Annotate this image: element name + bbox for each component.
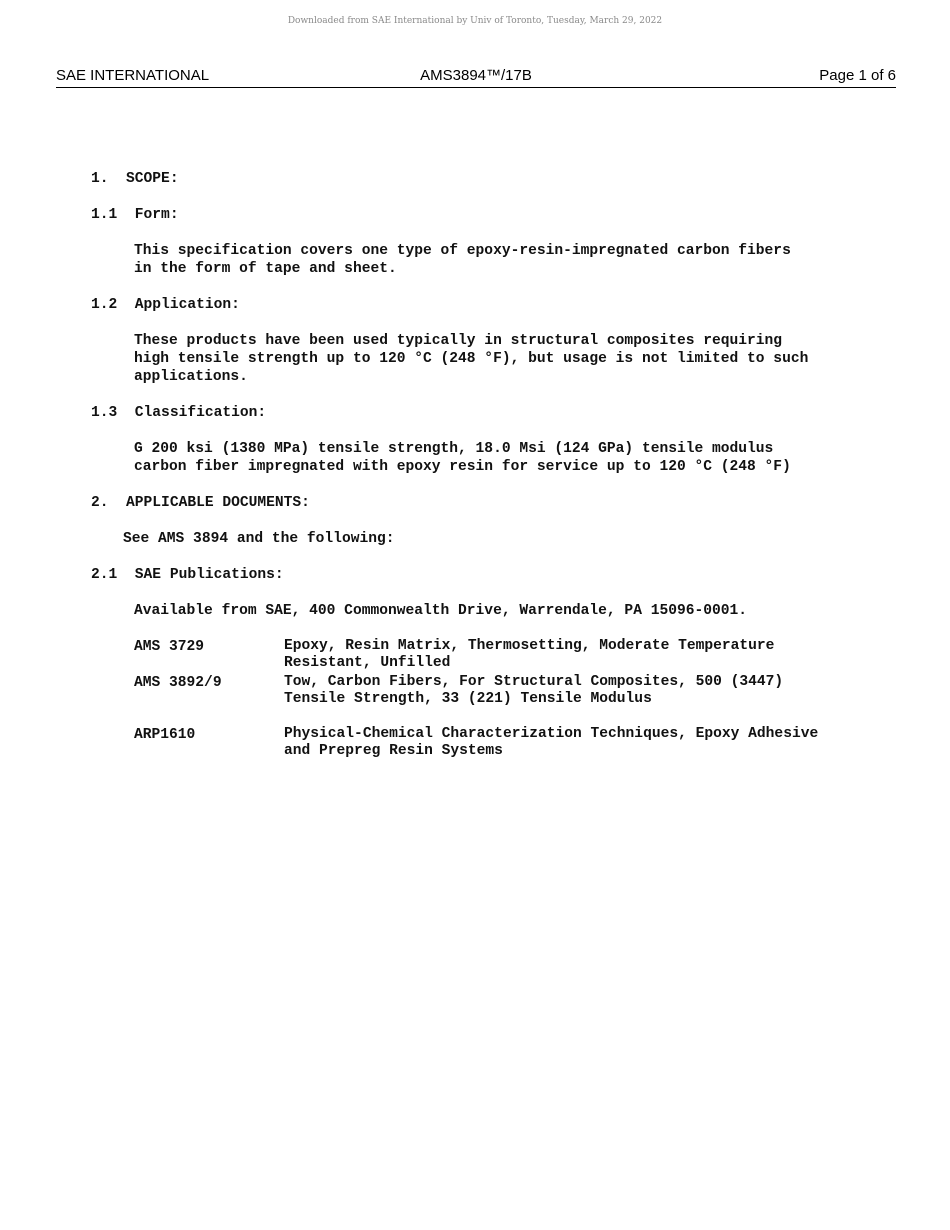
download-note: Downloaded from SAE International by Univ of Toronto, Tuesday, March 29, 2022 (287, 16, 663, 26)
reference-code: AMS 3729 (134, 639, 205, 655)
reference-description: Epoxy, Resin Matrix, Thermosetting, Moderate Temperature Resistant, Unfilled (284, 638, 784, 671)
section-2-1-heading: 2.1 SAE Publications: (91, 567, 284, 583)
section-1-2-heading: 1.2 Application: (91, 297, 240, 313)
reference-entry (91, 726, 851, 760)
section-2-text: See AMS 3894 and the following: (123, 531, 395, 547)
section-1-2-text: These products have been used typically in structural composites requiring (134, 333, 783, 349)
section-1-3-heading: 1.3 Classification: (91, 405, 267, 421)
document-body (91, 170, 851, 760)
reference-entry (91, 674, 851, 708)
reference-description: Physical-Chemical Characterization Techniques, Epoxy Adhesive and Prepreg Resin Systems (284, 726, 827, 759)
section-2-1-text: Available from SAE, 400 Commonwealth Drive, Warrendale, PA 15096-0001. (134, 603, 748, 619)
section-1-3-text: G 200 ksi (1380 MPa) tensile strength, 18.0 Msi (124 GPa) tensile modulus (134, 441, 774, 457)
section-1-1-text: in the form of tape and sheet. (134, 261, 397, 277)
section-1-1-text: This specification covers one type of epoxy-resin-impregnated carbon fibers (134, 243, 791, 259)
reference-code: AMS 3892/9 (134, 675, 222, 691)
section-1-3-text: carbon fiber impregnated with epoxy resin for service up to 120 °C (248 °F) (134, 459, 791, 475)
document-id: AMS3894™/17B (420, 67, 532, 84)
reference-description: Tow, Carbon Fibers, For Structural Composites, 500 (3447) Tensile Strength, 33 (221) Tensile Modulus (284, 674, 792, 707)
page-number: Page 1 of 6 (819, 67, 896, 84)
section-2-heading: 2. APPLICABLE DOCUMENTS: (91, 495, 310, 511)
section-1-1-heading: 1.1 Form: (91, 207, 179, 223)
reference-entry (91, 638, 851, 672)
section-1-heading: 1. SCOPE: (91, 171, 179, 187)
reference-code: ARP1610 (134, 727, 196, 743)
page-header (56, 67, 896, 88)
org-name: SAE INTERNATIONAL (56, 67, 210, 84)
section-1-2-text: applications. (134, 369, 248, 385)
section-1-2-text: high tensile strength up to 120 °C (248 °F), but usage is not limited to such (134, 351, 809, 367)
